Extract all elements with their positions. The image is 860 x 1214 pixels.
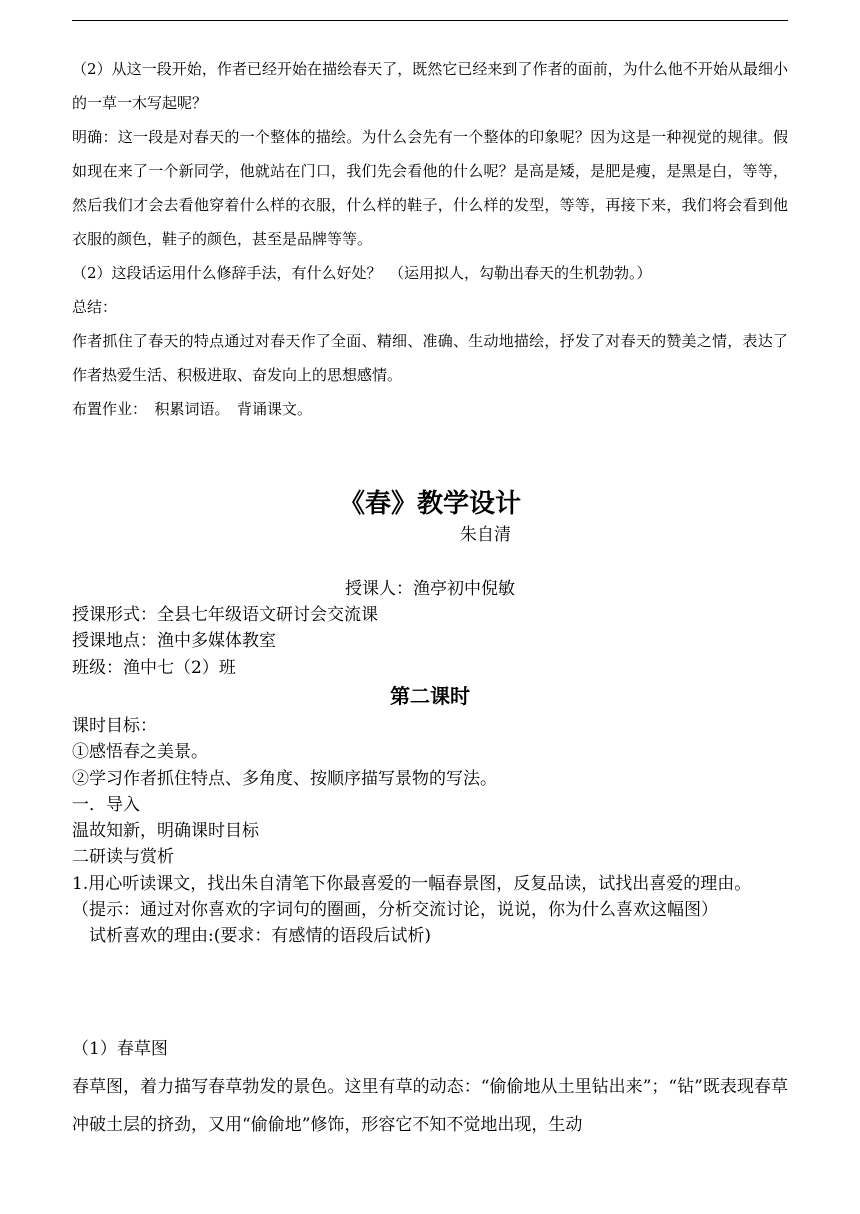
goal-1: ①感悟春之美景。 <box>72 742 208 763</box>
reason-line: 试析喜欢的理由:(要求：有感情的语段后试析) <box>72 926 431 947</box>
section-2-heading: 二研读与赏析 <box>72 847 174 868</box>
goal-2: ②学习作者抓住特点、多角度、按顺序描写景物的写法。 <box>72 768 497 789</box>
summary-label: 总结： <box>72 298 118 316</box>
lesson-heading: 第二课时 <box>390 684 470 708</box>
lesson-form: 授课形式：全县七年级语文研讨会交流课 <box>72 605 378 625</box>
summary-paragraph: 作者抓住了春天的特点通过对春天作了全面、精细、准确、生动地描绘，抒发了对春天的赞美之情，表达了作者热爱生活、积极进取、奋发向上的思想感情。 <box>72 332 788 384</box>
grass-label: （1）春草图 <box>72 1039 168 1059</box>
header-rule <box>72 20 788 21</box>
hint-paragraph: （提示：通过对你喜欢的字词句的圈画，分析交流讨论，说说，你为什么喜欢这幅图） <box>72 900 718 921</box>
question-2a: （2）从这一段开始，作者已经开始在描绘春天了，既然它已经来到了作者的面前，为什么他不开始从最细小的一草一木写起呢？ <box>72 60 788 112</box>
item-1: 1.用心听读课文，找出朱自清笔下你最喜爱的一幅春景图，反复品读，试找出喜爱的理由。 <box>72 873 752 894</box>
part1-block <box>72 52 788 426</box>
goals-label: 课时目标： <box>72 716 157 736</box>
document-title: 《春》教学设计 <box>338 489 521 519</box>
grass-block <box>72 1030 788 1144</box>
author-name: 朱自清 <box>460 525 511 545</box>
homework-line: 布置作业： 积累词语。 背诵课文。 <box>72 400 313 418</box>
grass-paragraph: 春草图，着力描写春草勃发的景色。这里有草的动态：“偷偷地从土里钻出来”；“钻”既表现春草冲破土层的挤劲，又用“偷偷地”修饰，形容它不知不觉地出现，生动 <box>72 1077 788 1135</box>
lesson-class: 班级：渔中七（2）班 <box>72 657 236 678</box>
section-1-text: 温故知新，明确课时目标 <box>72 821 259 842</box>
teacher-line: 授课人：渔亭初中倪敏 <box>345 579 515 599</box>
lesson-info-block <box>72 602 788 681</box>
section-1-heading: 一．导入 <box>72 794 140 815</box>
answer-paragraph: 明确：这一段是对春天的一个整体的描绘。为什么会先有一个整体的印象呢？因为这是一种视觉的规律。假如现在来了一个新同学，他就站在门口，我们先会看他的什么呢？是高是矮，是肥是瘦，是黑是白，等等，然后我们才会去看他穿着什么样的衣服，什么样的鞋子，什么样的发型，等等，再接下来，我们将会看到他衣服的颜色，鞋子的颜色，甚至是品牌等等。 <box>72 128 788 248</box>
question-2b: （2）这段话运用什么修辞手法，有什么好处？ （运用拟人，勾勒出春天的生机勃勃。） <box>72 264 652 282</box>
lesson-place: 授课地点：渔中多媒体教室 <box>72 631 276 652</box>
lesson-body-block <box>72 713 788 950</box>
